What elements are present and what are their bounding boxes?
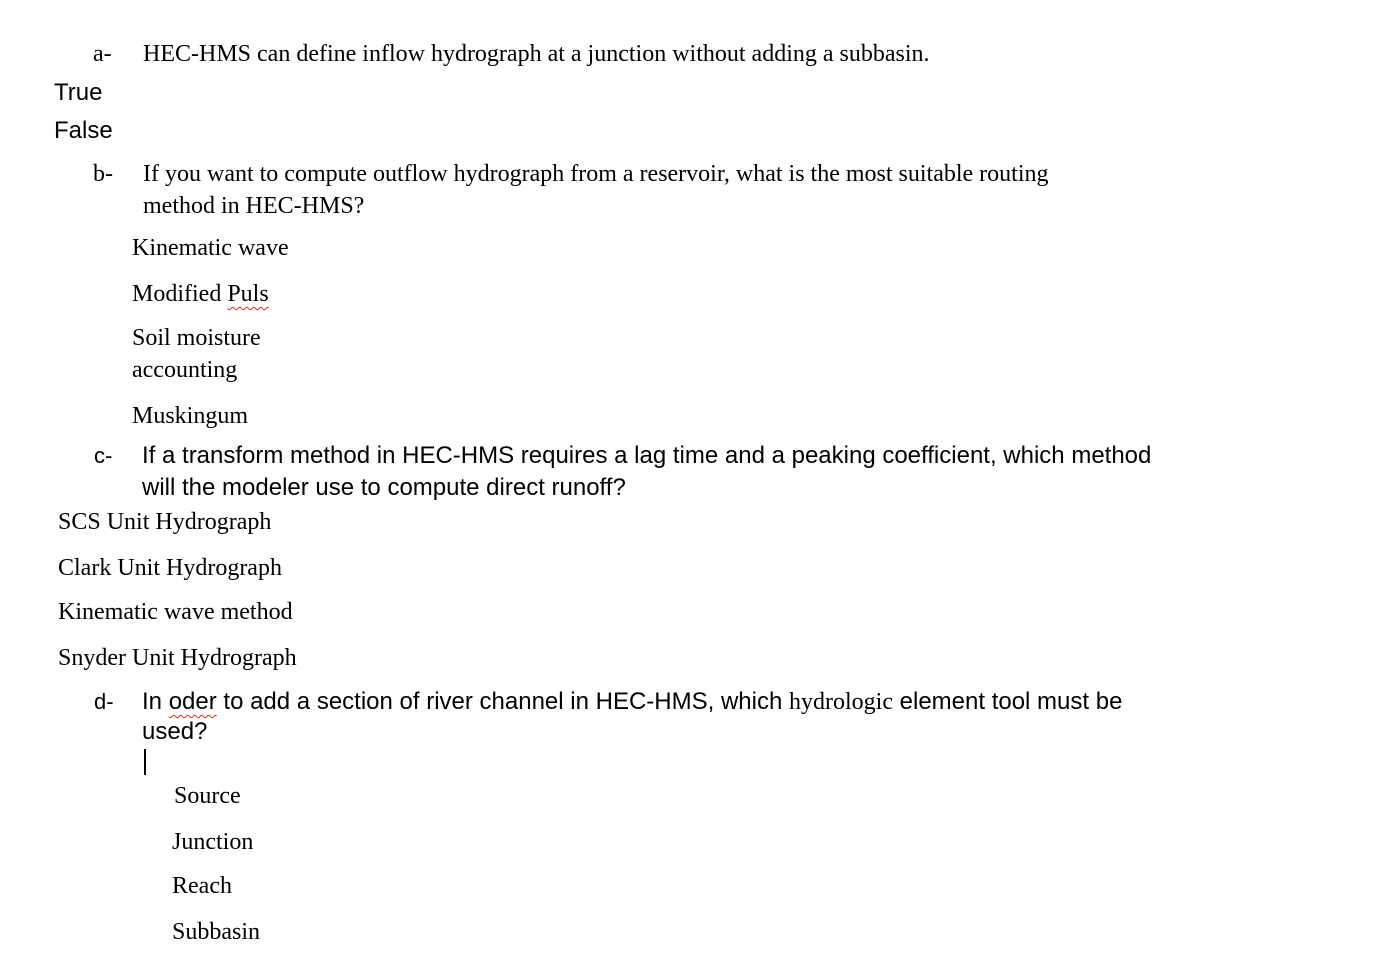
question-b-option-modified-puls[interactable] xyxy=(132,279,269,309)
question-c-marker: c- xyxy=(94,443,113,468)
question-b-option-soil-moisture-line1[interactable]: Soil moisture xyxy=(132,325,261,351)
question-a-text: HEC-HMS can define inflow hydrograph at a junction without adding a subbasin. xyxy=(143,41,930,67)
text-segment-serif: hydrologic xyxy=(788,689,893,715)
question-c-text-line1: If a transform method in HEC-HMS requires a lag time and a peaking coefficient, which method xyxy=(142,442,1152,469)
question-d-option-source[interactable]: Source xyxy=(174,783,241,809)
spellcheck-flagged-word: Puls xyxy=(227,281,269,307)
question-d-option-subbasin[interactable]: Subbasin xyxy=(172,919,261,945)
question-c-option-kinematic-wave-method[interactable]: Kinematic wave method xyxy=(58,599,293,625)
question-c-option-clark[interactable]: Clark Unit Hydrograph xyxy=(58,555,282,581)
text-cursor xyxy=(144,749,146,775)
spellcheck-flagged-word: oder xyxy=(168,688,217,715)
text-segment: to add a section of river channel in HEC-HMS, which xyxy=(216,688,789,715)
question-d-option-junction[interactable]: Junction xyxy=(172,829,254,855)
question-a-option-true[interactable]: True xyxy=(54,79,103,106)
question-d-marker: d- xyxy=(94,689,114,714)
question-d-text-line2: used? xyxy=(142,718,208,745)
question-a-option-false[interactable]: False xyxy=(54,117,113,144)
question-c-text-line2: will the modeler use to compute direct runoff? xyxy=(142,474,626,501)
question-c-option-scs[interactable]: SCS Unit Hydrograph xyxy=(58,509,272,535)
option-text: Modified xyxy=(132,281,228,307)
question-c-option-snyder[interactable]: Snyder Unit Hydrograph xyxy=(58,645,297,671)
question-b-option-kinematic-wave[interactable]: Kinematic wave xyxy=(132,235,289,261)
question-b-option-muskingum[interactable]: Muskingum xyxy=(132,403,249,429)
question-b-text-line2: method in HEC-HMS? xyxy=(143,193,365,219)
question-b-marker: b- xyxy=(93,161,113,187)
question-d-option-reach[interactable]: Reach xyxy=(172,873,232,899)
question-d-text-line1 xyxy=(142,686,1122,718)
question-a-marker: a- xyxy=(93,41,112,67)
question-b-text-line1: If you want to compute outflow hydrograph from a reservoir, what is the most suitable routing xyxy=(143,161,1049,187)
question-b-option-soil-moisture-line2[interactable]: accounting xyxy=(132,357,238,383)
text-segment: element tool must be xyxy=(892,688,1123,715)
text-segment: In xyxy=(142,688,169,715)
